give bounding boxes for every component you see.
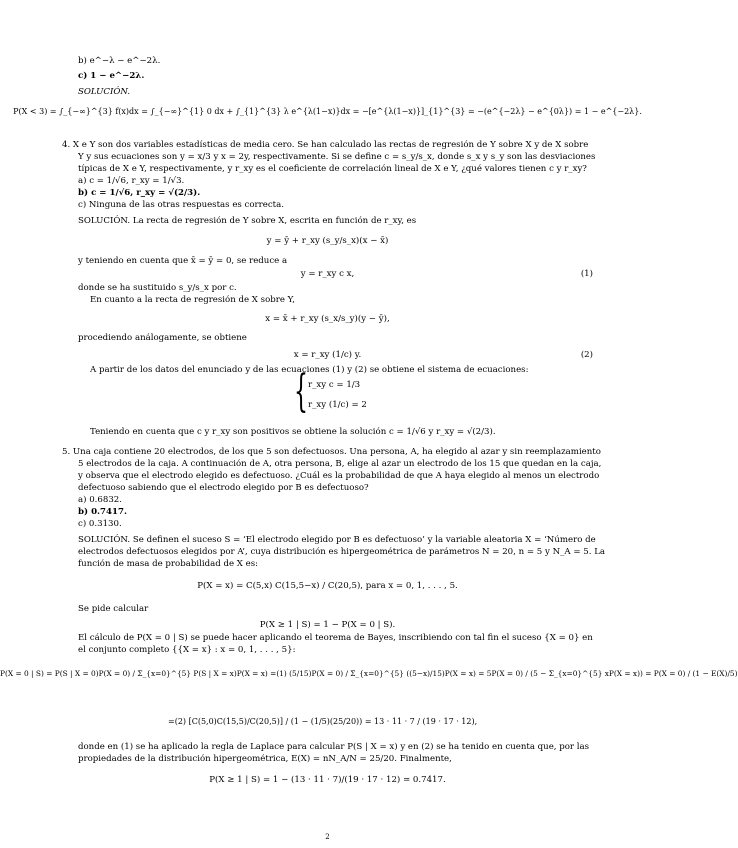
page-number: 2: [325, 833, 330, 841]
q5-solution-line5: El cálculo de P(X = 0 | S) se puede hacer aplicando el teorema de Bayes, inscribiendo con tal fin el suceso {X = 0} en: [78, 633, 593, 643]
q5-solution-line2: electrodos defectuosos elegidos por A’, cuya distribución es hipergeométrica de parámetros N = 20, n = 5 y N_A = 5. La: [78, 547, 606, 557]
q4-solution-line2: y teniendo en cuenta que x̄ = ȳ = 0, se reduce a: [78, 256, 288, 266]
prev-option-c: c) 1 − e^−2λ.: [78, 71, 145, 81]
q5-solution-line1: SOLUCIÓN. Se definen el suceso S = ‘El electrodo elegido por B es defectuoso’ y la variable aleatoria X = ‘Número de: [78, 535, 596, 545]
q5-solution-line6: el conjunto completo {{X = x} : x = 0, 1, . . . , 5}:: [78, 645, 296, 655]
q4-equation-regression-xy: x = x̄ + r_xy (s_x/s_y)(y − ȳ),: [265, 314, 390, 324]
q4-statement-line1: 4. X e Y son dos variables estadísticas de media cero. Se han calculado las rectas de regresión de Y sobre X y de X sobre: [62, 140, 589, 150]
system-equation-1: r_xy c = 1/3: [308, 380, 361, 390]
q4-equation-1-number: (1): [580, 269, 593, 279]
q4-statement-line3: típicas de X e Y, respectivamente, y r_xy es el coeficiente de correlación lineal de X e Y, ¿qué valores tienen c y r_xy?: [78, 164, 587, 174]
q4-solution-line5: procediendo análogamente, se obtiene: [78, 333, 247, 343]
q4-option-b: b) c = 1/√6, r_xy = √(2/3).: [78, 188, 201, 198]
q5-equation-bayes-2: =(2) [C(5,0)C(15,5)/C(20,5)] / (1 − (1/5)(25/20)) = 13 · 11 · 7 / (19 · 17 · 12),: [168, 717, 478, 726]
q4-equation-2: x = r_xy (1/c) y.: [293, 350, 362, 360]
q5-solution-line4: Se pide calcular: [78, 604, 149, 614]
q5-option-c: c) 0.3130.: [78, 519, 122, 529]
q5-solution-line8: propiedades de la distribución hipergeométrica, E(X) = nN_A/N = 25/20. Finalmente,: [78, 754, 452, 764]
q4-solution-line7: Teniendo en cuenta que c y r_xy son positivos se obtiene la solución c = 1/√6 y r_xy = √(2/3).: [90, 427, 496, 437]
q5-statement-line4: defectuoso sabiendo que el electrodo elegido por B es defectuoso?: [78, 483, 369, 493]
q4-equation-1: y = r_xy c x,: [300, 269, 355, 279]
q5-option-a: a) 0.6832.: [78, 495, 123, 505]
q5-equation-bayes-1: P(X = 0 | S) = P(S | X = 0)P(X = 0) / Σ_{x=0}^{5} P(S | X = x)P(X = x) =(1) (5/15)P(X = 0) / Σ_{x=0}^{5} ((5−x)/15)P(X = x) = 5P(X = 0) / (5 − Σ_{x=0}^{5} xP(X = x)) = P(X = 0) / (1 − E(X)/5): [0, 669, 738, 678]
q5-statement-line2: 5 electrodos de la caja. A continuación de A, otra persona, B, elige al azar un electrodo de los 15 que quedan en la caja,: [78, 459, 602, 469]
q5-equation-target: P(X ≥ 1 | S) = 1 − P(X = 0 | S).: [259, 620, 396, 630]
q5-equation-pmf: P(X = x) = C(5,x) C(15,5−x) / C(20,5), para x = 0, 1, . . . , 5.: [197, 581, 458, 591]
q5-statement-line3: y observa que el electrodo elegido es defectuoso. ¿Cuál es la probabilidad de que A haya elegido al menos un electrodo: [78, 471, 600, 481]
q4-equation-regression-yx: y = ȳ + r_xy (s_y/s_x)(x − x̄): [266, 236, 389, 246]
prev-solution-equation: P(X < 3) = ∫_{−∞}^{3} f(x)dx = ∫_{−∞}^{1} 0 dx + ∫_{1}^{3} λ e^{λ(1−x)}dx = −[e^{λ(1−x)}]_{1}^{3} = −(e^{−2λ} − e^{0λ}) = 1 − e^{−2λ}.: [13, 107, 642, 116]
q5-statement-line1: 5. Una caja contiene 20 electrodos, de los que 5 son defectuosos. Una persona, A, ha elegido al azar y sin reemplazamiento: [62, 447, 601, 457]
q4-equation-system: [294, 366, 367, 418]
q4-solution-line4: En cuanto a la recta de regresión de X sobre Y,: [90, 295, 295, 305]
q4-equation-2-number: (2): [580, 350, 593, 360]
prev-solution-label: SOLUCIÓN.: [78, 87, 131, 97]
system-equation-2: r_xy (1/c) = 2: [308, 400, 367, 410]
q5-solution-line7: donde en (1) se ha aplicado la regla de Laplace para calcular P(S | X = x) y en (2) se ha tenido en cuenta que, por las: [78, 742, 590, 752]
q5-option-b: b) 0.7417.: [78, 507, 127, 517]
q4-option-c: c) Ninguna de las otras respuestas es correcta.: [78, 200, 284, 210]
q4-solution-line6: A partir de los datos del enunciado y de las ecuaciones (1) y (2) se obtiene el sistema de ecuaciones:: [90, 365, 529, 375]
q4-statement-line2: Y y sus ecuaciones son y = x/3 y x = 2y, respectivamente. Si se define c = s_y/s_x, donde s_x y s_y son las desviaciones: [78, 152, 596, 162]
prev-option-b: b) e^−λ − e^−2λ.: [78, 56, 161, 66]
q4-option-a: a) c = 1/√6, r_xy = 1/√3.: [78, 176, 185, 186]
q5-equation-final: P(X ≥ 1 | S) = 1 − (13 · 11 · 7)/(19 · 17 · 12) ≃ 0.7417.: [209, 775, 446, 785]
system-brace: {: [294, 366, 308, 417]
q4-solution-line1: SOLUCIÓN. La recta de regresión de Y sobre X, escrita en función de r_xy, es: [78, 216, 417, 226]
q4-solution-line3: donde se ha sustituido s_y/s_x por c.: [78, 283, 237, 293]
q5-solution-line3: función de masa de probabilidad de X es:: [78, 559, 258, 569]
